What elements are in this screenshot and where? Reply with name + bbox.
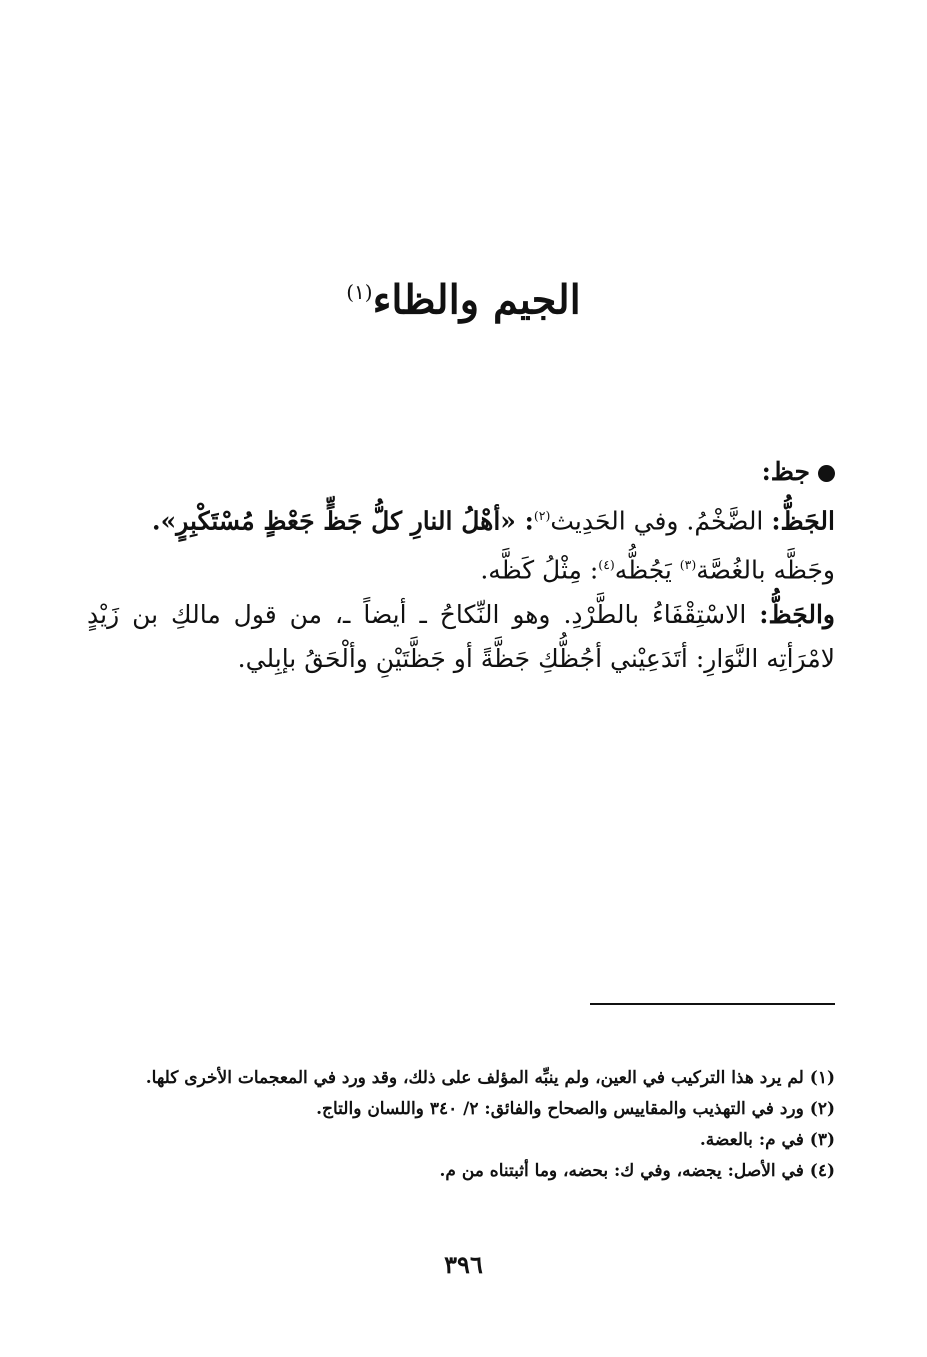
entry-text-2b: يَجُظُّه: [614, 555, 680, 585]
footnote-3: (٣) في م: بالعضة.: [699, 1130, 835, 1150]
chapter-title: [0, 262, 927, 330]
entry-term-1: الجَظُّ:: [771, 506, 835, 536]
entry-text-3: الاسْتِقْفَاءُ بالطَّرْدِ. وهو النِّكاحُ ـ أيضاً ـ، من قول مالكِ بن زَيْدٍ لامْرَأتِه النَّوَارِ: أتَدَعِيْني أجُظُّكِ جَظَّةً أو جَظَّتَيْنِ وألْحَقُ بإبِلي.: [87, 599, 835, 673]
chapter-footnote-ref: (١): [346, 280, 373, 304]
chapter-title-text: الجيم والظاء: [372, 276, 581, 324]
entry-text-2a: وجَظَّه بالغُصَّة: [696, 555, 835, 585]
bullet-icon: [818, 465, 835, 482]
entry-root: جظ:: [761, 457, 810, 486]
footnote-1: (١) لم يرد هذا التركيب في العين، ولم ينبِّه المؤلف على ذلك، وقد ورد في المعجمات الأخرى كلها.: [145, 1068, 835, 1088]
entry-term-3: والجَظُّ:: [759, 599, 835, 629]
footnote-ref-4: (٤): [598, 557, 615, 573]
dictionary-entry: [87, 450, 835, 681]
entry-paragraph-3: [87, 593, 835, 681]
entry-paragraph-2: [87, 543, 835, 592]
entry-text-1: الضَّخْمُ. وفي الحَدِيث: [550, 506, 772, 536]
footnote-ref-2: (٢): [533, 508, 551, 523]
footnote-4: (٤) في الأصل: يجضه، وفي ك: بحضه، وما أثبتناه من م.: [439, 1161, 835, 1181]
entry-text-2c: : مِثْلُ كَظَّه.: [480, 555, 599, 585]
hadith-quote: : «أهْلُ النارِ كلُّ جَظٍّ جَعْظٍ مُسْتَكْبِرٍ».: [151, 506, 534, 536]
footnotes: [87, 1064, 835, 1188]
footnote-2: (٢) ورد في التهذيب والمقاييس والصحاح والفائق: ٢/ ٣٤٠ واللسان والتاج.: [316, 1099, 835, 1119]
footnote-divider: [590, 1003, 835, 1005]
entry-heading: [87, 450, 835, 494]
entry-paragraph-1: [87, 494, 835, 543]
page-number: ٣٩٦: [444, 1250, 483, 1279]
footnote-ref-3: (٣): [679, 557, 697, 573]
